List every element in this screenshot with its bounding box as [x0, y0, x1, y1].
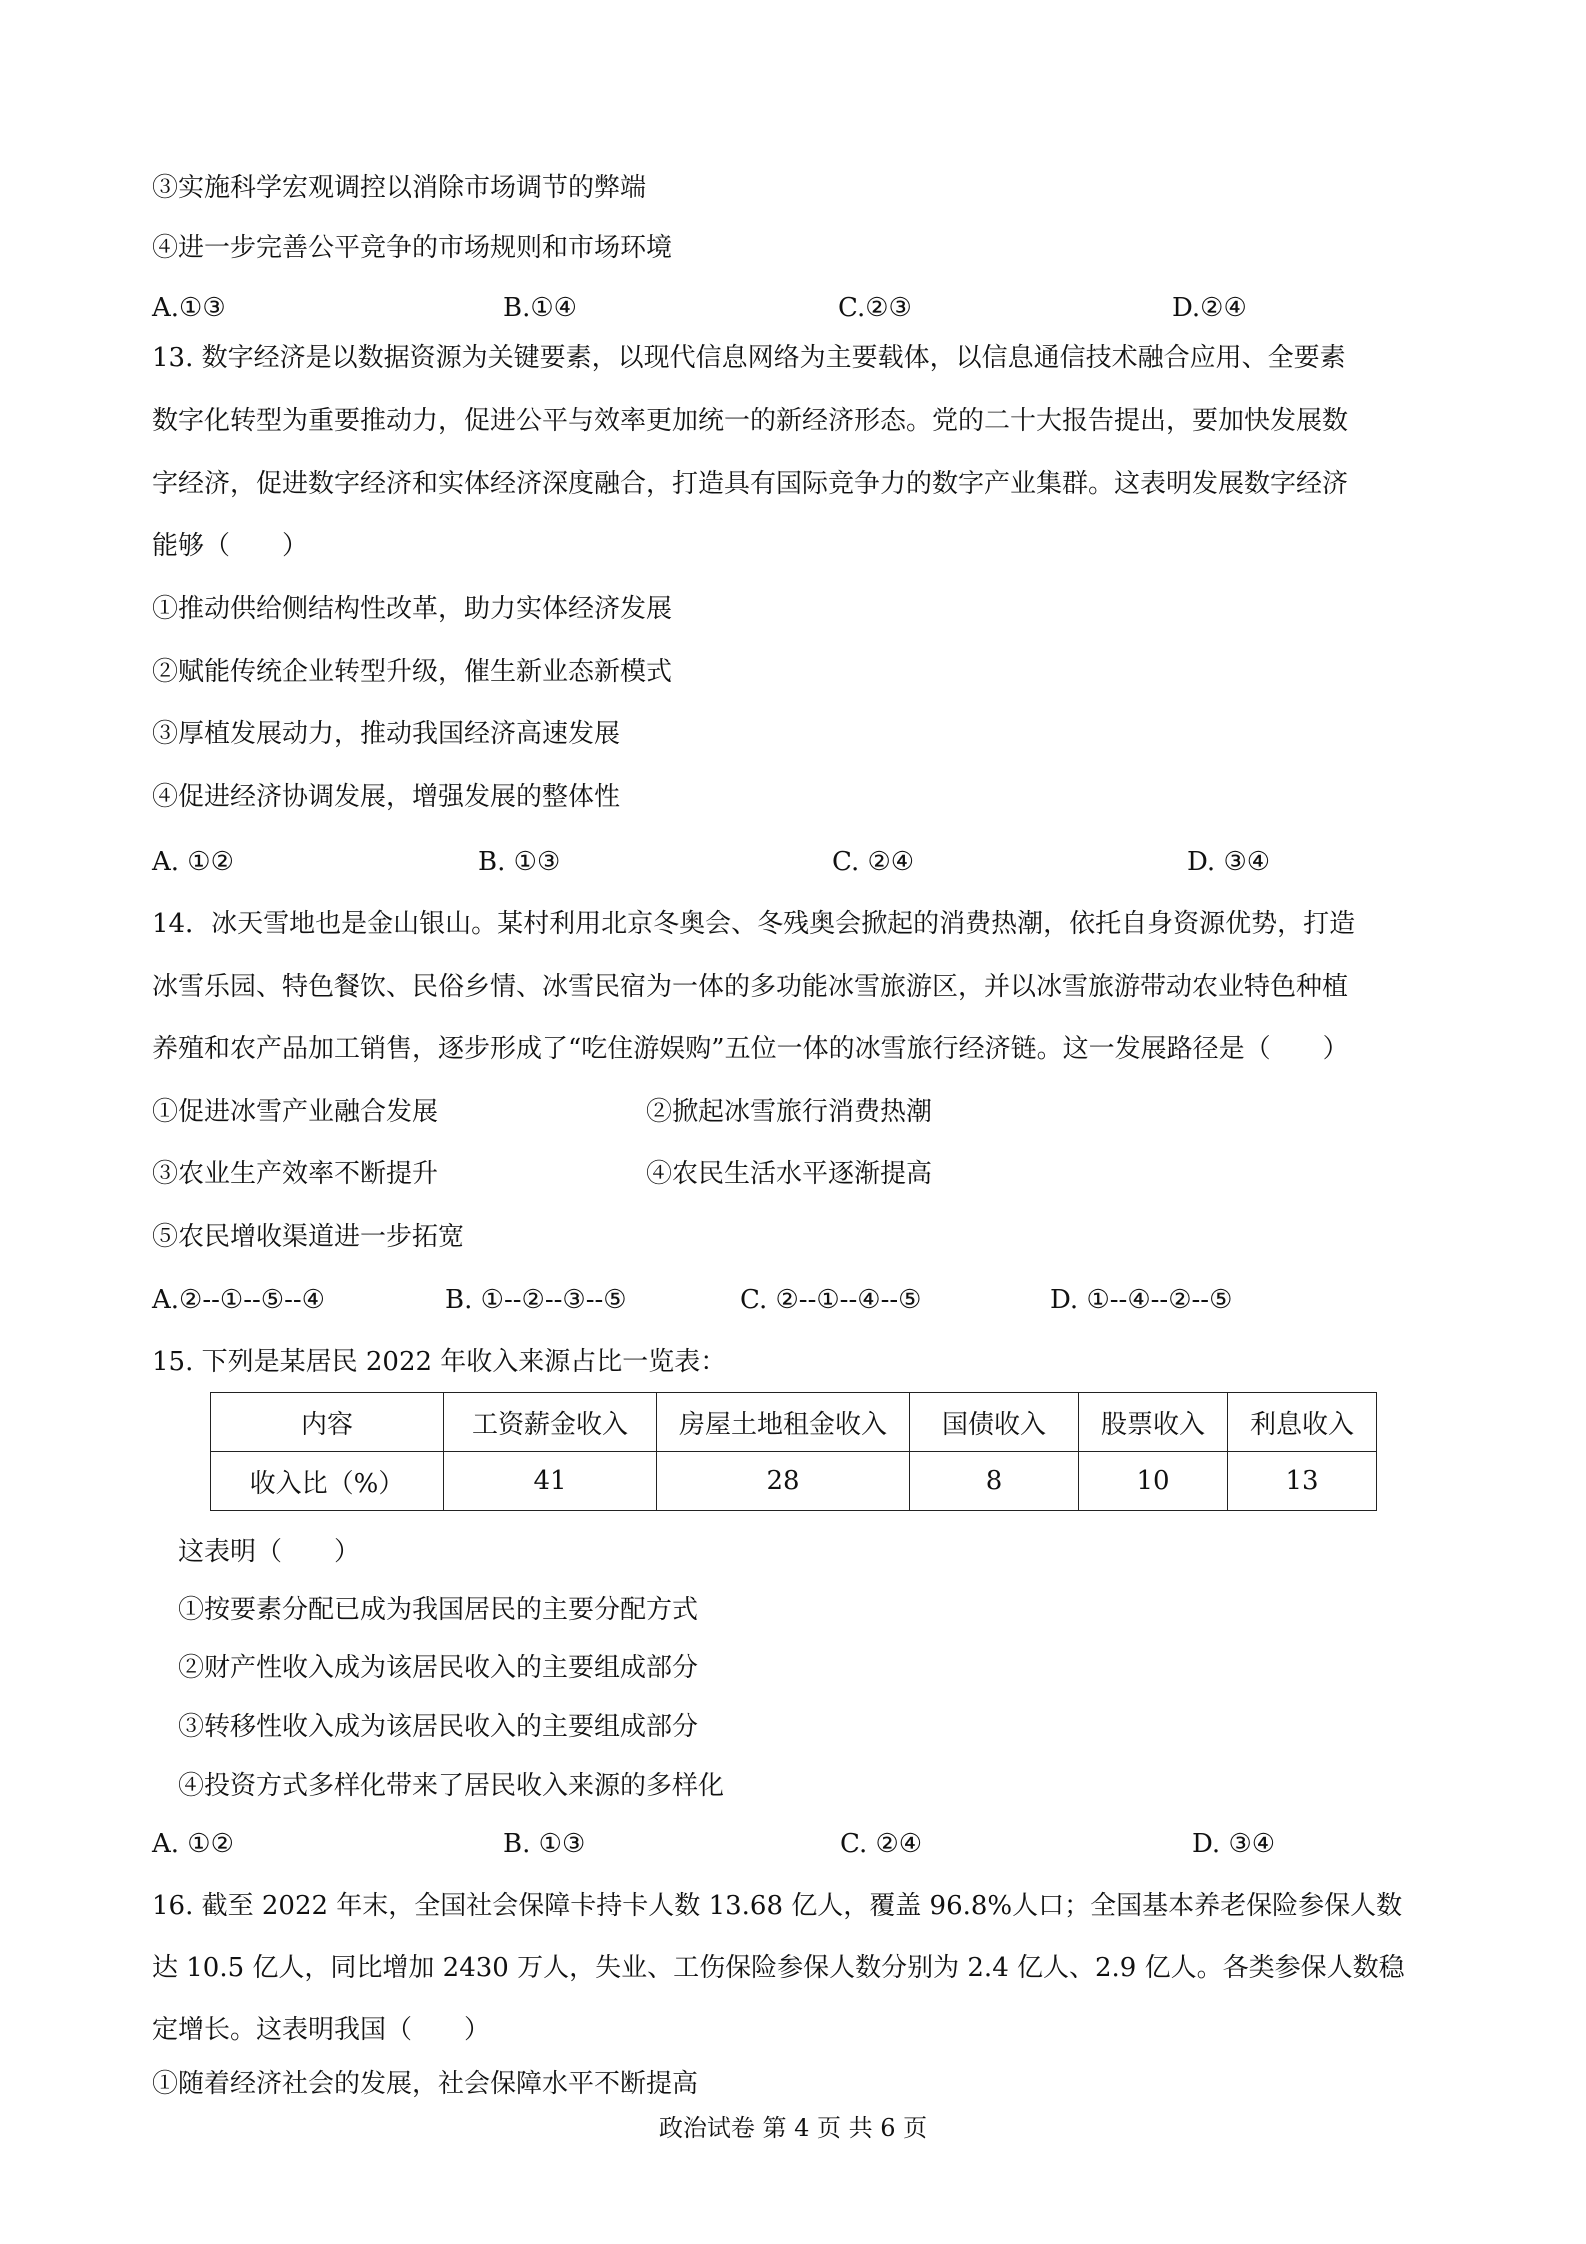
q13-item-1: ①推动供给侧结构性改革，助力实体经济发展	[152, 594, 673, 624]
q14-stem-line-1: 14．冰天雪地也是金山银山。某村利用北京冬奥会、冬残奥会掀起的消费热潮，依托自身资源优势，打造	[152, 909, 1356, 939]
table-header-cell: 利息收入	[1228, 1393, 1377, 1452]
q14-item-4: ④农民生活水平逐渐提高	[646, 1159, 933, 1189]
q13-item-4: ④促进经济协调发展，增强发展的整体性	[152, 782, 621, 812]
page-footer: 政治试卷 第 4 页 共 6 页	[658, 2114, 928, 2142]
table-header-cell: 工资薪金收入	[444, 1393, 657, 1452]
q14-stem-line-2: 冰雪乐园、特色餐饮、民俗乡情、冰雪民宿为一体的多功能冰雪旅游区，并以冰雪旅游带动农业特色种植	[152, 972, 1349, 1002]
q14-option-b: B. ①--②--③--⑤	[445, 1285, 627, 1315]
q13-option-d: D. ③④	[1187, 847, 1271, 877]
q12-item-4: ④进一步完善公平竞争的市场规则和市场环境	[152, 233, 673, 263]
income-table-row	[211, 1452, 1377, 1511]
q15-option-c: C. ②④	[840, 1829, 923, 1859]
table-header-cell: 股票收入	[1079, 1393, 1228, 1452]
table-cell: 28	[657, 1452, 910, 1511]
q16-stem-line-1: 16. 截至 2022 年末，全国社会保障卡持卡人数 13.68 亿人，覆盖 96.8%人口；全国基本养老保险参保人数	[152, 1891, 1403, 1921]
q14-item-3: ③农业生产效率不断提升	[152, 1159, 439, 1189]
q13-option-c: C. ②④	[832, 847, 915, 877]
q13-stem-line-1: 13. 数字经济是以数据资源为关键要素，以现代信息网络为主要载体，以信息通信技术融合应用、全要素	[152, 343, 1346, 373]
table-cell: 收入比（%）	[211, 1452, 444, 1511]
q15-item-1: ①按要素分配已成为我国居民的主要分配方式	[178, 1595, 699, 1625]
q16-stem-line-2: 达 10.5 亿人，同比增加 2430 万人，失业、工伤保险参保人数分别为 2.4 亿人、2.9 亿人。各类参保人数稳	[152, 1953, 1405, 1983]
q15-item-2: ②财产性收入成为该居民收入的主要组成部分	[178, 1653, 699, 1683]
table-cell: 13	[1228, 1452, 1377, 1511]
q12-option-d: D.②④	[1172, 293, 1247, 323]
q13-option-a: A. ①②	[152, 847, 234, 877]
table-cell: 8	[910, 1452, 1079, 1511]
q14-option-c: C. ②--①--④--⑤	[740, 1285, 922, 1315]
q14-option-a: A.②--①--⑤--④	[152, 1285, 325, 1315]
q13-stem-line-2: 数字化转型为重要推动力，促进公平与效率更加统一的新经济形态。党的二十大报告提出，要加快发展数	[152, 406, 1349, 436]
q14-stem-line-3: 养殖和农产品加工销售，逐步形成了“吃住游娱购”五位一体的冰雪旅行经济链。这一发展路径是（ ）	[152, 1034, 1349, 1064]
q13-item-2: ②赋能传统企业转型升级，催生新业态新模式	[152, 657, 673, 687]
table-header-cell: 房屋土地租金收入	[657, 1393, 910, 1452]
q16-stem-line-3: 定增长。这表明我国（ ）	[152, 2015, 491, 2045]
table-cell: 41	[444, 1452, 657, 1511]
q12-item-3: ③实施科学宏观调控以消除市场调节的弊端	[152, 173, 647, 203]
q15-option-a: A. ①②	[152, 1829, 234, 1859]
q12-option-b: B.①④	[503, 293, 577, 323]
table-cell: 10	[1079, 1452, 1228, 1511]
q13-stem-line-4: 能够（ ）	[152, 531, 309, 561]
q15-stem: 15. 下列是某居民 2022 年收入来源占比一览表：	[152, 1347, 727, 1377]
q12-option-a: A.①③	[152, 293, 226, 323]
q15-option-d: D. ③④	[1192, 1829, 1276, 1859]
q15-item-3: ③转移性收入成为该居民收入的主要组成部分	[178, 1712, 699, 1742]
q15-item-4: ④投资方式多样化带来了居民收入来源的多样化	[178, 1771, 725, 1801]
income-table	[210, 1392, 1377, 1511]
q15-prompt: 这表明（ ）	[178, 1537, 361, 1567]
income-table-header-row	[211, 1393, 1377, 1452]
q16-item-1: ①随着经济社会的发展，社会保障水平不断提高	[152, 2069, 699, 2099]
q13-item-3: ③厚植发展动力，推动我国经济高速发展	[152, 719, 621, 749]
q12-option-c: C.②③	[838, 293, 912, 323]
q14-item-5: ⑤农民增收渠道进一步拓宽	[152, 1222, 465, 1252]
q15-option-b: B. ①③	[503, 1829, 586, 1859]
q14-item-1: ①促进冰雪产业融合发展	[152, 1097, 439, 1127]
q13-option-b: B. ①③	[478, 847, 561, 877]
table-header-cell: 国债收入	[910, 1393, 1079, 1452]
q14-option-d: D. ①--④--②--⑤	[1050, 1285, 1233, 1315]
q14-item-2: ②掀起冰雪旅行消费热潮	[646, 1097, 933, 1127]
q13-stem-line-3: 字经济，促进数字经济和实体经济深度融合，打造具有国际竞争力的数字产业集群。这表明发展数字经济	[152, 469, 1349, 499]
table-header-cell: 内容	[211, 1393, 444, 1452]
